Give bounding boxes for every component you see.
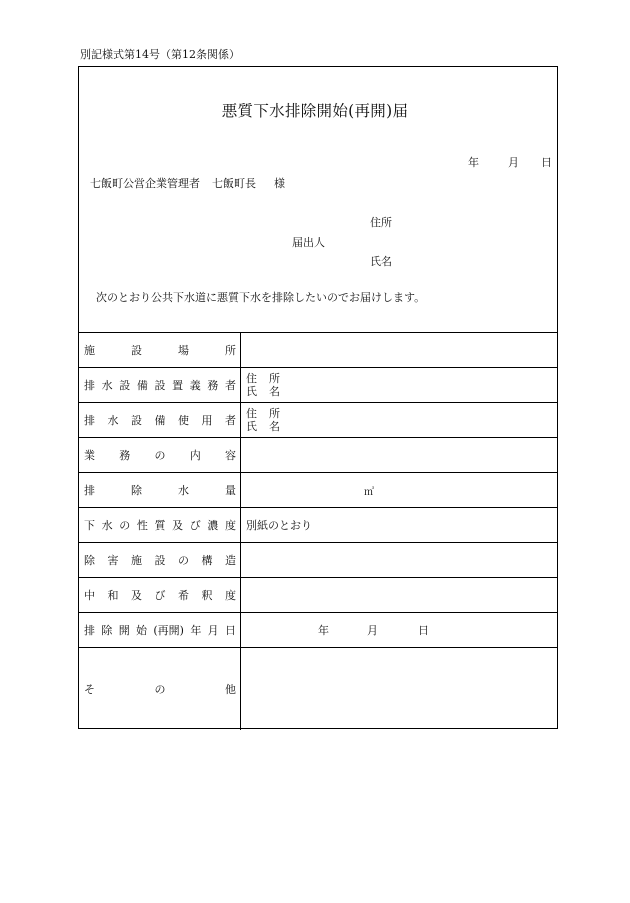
date-month-label: 月 <box>508 156 519 169</box>
row-quality <box>78 508 558 543</box>
obligor-name-label: 氏 名 <box>246 385 280 398</box>
filer-address-label: 住所 <box>370 216 392 229</box>
body-text: 次のとおり公共下水道に悪質下水を排除したいのでお届けします。 <box>96 291 426 304</box>
row-facility <box>78 543 558 578</box>
label-user: 排 水 設 備 使 用 者 <box>78 403 241 438</box>
addressee-honorific: 様 <box>274 177 285 190</box>
label-obligor: 排 水 設 備 設 置 義 務 者 <box>78 368 241 403</box>
form-table <box>78 332 558 730</box>
label-neutral: 中 和 及 び 希 釈 度 <box>78 578 241 613</box>
row-location <box>78 333 558 368</box>
label-location: 施 設 場 所 <box>78 333 241 368</box>
row-obligor <box>78 368 558 403</box>
value-volume[interactable] <box>241 473 559 508</box>
value-start-date[interactable] <box>241 613 559 648</box>
label-quality: 下 水 の 性 質 及 び 濃 度 <box>78 508 241 543</box>
label-facility: 除 害 施 設 の 構 造 <box>78 543 241 578</box>
volume-unit: ㎥ <box>364 486 374 498</box>
obligor-address-label: 住 所 <box>246 372 280 385</box>
addressee-org: 七飯町公営企業管理者 <box>90 177 200 190</box>
filer-name-label: 氏名 <box>370 255 392 268</box>
user-address-label: 住 所 <box>246 407 280 420</box>
label-start-date: 排 除 開 始 (再開) 年 月 日 <box>78 613 241 648</box>
row-volume <box>78 473 558 508</box>
start-month-label: 月 <box>367 624 378 637</box>
start-day-label: 日 <box>418 624 429 637</box>
user-name-label: 氏 名 <box>246 420 280 433</box>
label-other: そ の 他 <box>78 648 241 730</box>
row-business <box>78 438 558 473</box>
row-user <box>78 403 558 438</box>
addressee <box>90 178 285 189</box>
date-day-label: 日 <box>541 156 552 169</box>
value-other[interactable] <box>241 648 559 730</box>
form-title: 悪質下水排除開始(再開)届 <box>221 102 409 120</box>
value-facility[interactable] <box>241 543 559 578</box>
date-year-label: 年 <box>468 156 479 169</box>
value-obligor[interactable] <box>241 368 559 403</box>
value-neutral[interactable] <box>241 578 559 613</box>
value-quality[interactable]: 別紙のとおり <box>241 508 559 543</box>
value-user[interactable] <box>241 403 559 438</box>
start-year-label: 年 <box>318 624 329 637</box>
addressee-mayor: 七飯町長 <box>212 177 256 190</box>
row-neutral <box>78 578 558 613</box>
row-start-date <box>78 613 558 648</box>
value-location[interactable] <box>241 333 559 368</box>
value-business[interactable] <box>241 438 559 473</box>
form-caption: 別記様式第14号（第12条関係） <box>80 48 240 61</box>
row-other <box>78 648 558 730</box>
filer-label: 届出人 <box>292 236 325 249</box>
label-business: 業 務 の 内 容 <box>78 438 241 473</box>
label-volume: 排 除 水 量 <box>78 473 241 508</box>
